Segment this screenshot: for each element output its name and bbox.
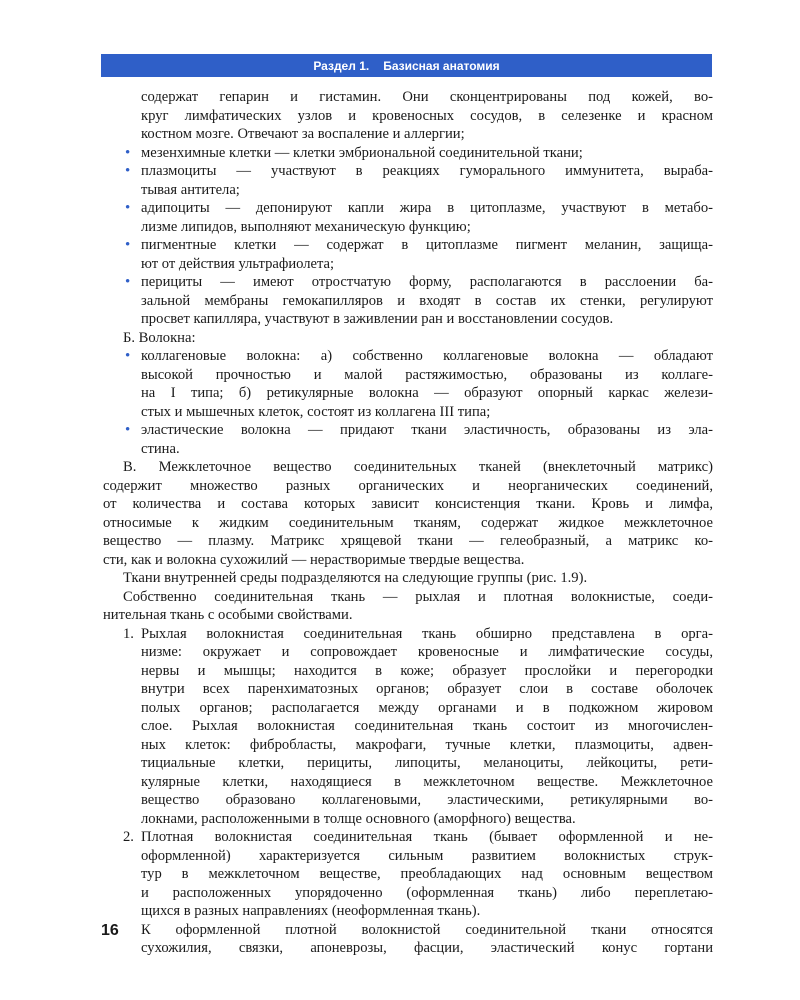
text-line: вещество — плазму. Матрикс хрящевой ткани — гелеобразный, а матрикс ко- xyxy=(103,533,713,549)
text-line: сухожилия, связки, апоневрозы, фасции, эластический конус гортани xyxy=(141,940,713,956)
text-line: круг лимфатических узлов и кровеносных сосудов, в селезенке и красном xyxy=(141,107,713,124)
section-header-bar xyxy=(101,54,712,77)
text-line: адипоциты — депонируют капли жира в цитоплазме, участвуют в метабо- xyxy=(141,200,713,216)
text-line: слое. Рыхлая волокнистая соединительная ткань состоит из многочислен- xyxy=(141,718,713,734)
text-line: локнами, расположенными в толще основного (аморфного) вещества. xyxy=(141,810,576,827)
text-line: тициальные клетки, перициты, липоциты, меланоциты, лейкоциты, рети- xyxy=(141,755,713,771)
bullet-icon: • xyxy=(125,163,131,179)
bullet-item xyxy=(103,421,713,440)
bullet-icon: • xyxy=(125,237,131,253)
text-line: на I типа; б) ретикулярные волокна — образуют опорный каркас желези- xyxy=(141,385,713,401)
text-line: перициты — имеют отростчатую форму, располагаются в расслоении ба- xyxy=(141,274,713,290)
bullet-icon: • xyxy=(125,422,131,438)
text-line: коллагеновые волокна: а) собственно коллагеновые волокна — обладают xyxy=(141,348,713,364)
text-line: Плотная волокнистая соединительная ткань (бывает оформленной и не- xyxy=(141,829,713,845)
bullet-icon: • xyxy=(125,348,131,364)
bullet-item xyxy=(103,199,713,218)
text-line: пигментные клетки — содержат в цитоплазме пигмент меланин, защища- xyxy=(141,237,713,253)
text-line: просвет капилляра, участвуют в заживлении ран и восстановлении сосудов. xyxy=(141,311,614,327)
text-line: эластические волокна — придают ткани эластичность, образованы из эла- xyxy=(141,422,713,438)
text-line: и расположенных упорядоченно (оформленная ткань) либо переплетаю- xyxy=(141,884,713,901)
text-line: нительная ткань с особыми свойствами. xyxy=(103,607,353,623)
text-line: низме: окружает и сопровождает кровеносные и лимфатические сосуды, xyxy=(141,644,713,660)
text-line: Ткани внутренней среды подразделяются на следующие группы (рис. 1.9). xyxy=(123,570,588,586)
text-line: Собственно соединительная ткань — рыхлая и плотная волокнистые, соеди- xyxy=(123,588,713,605)
text-line: костном мозге. Отвечают за воспаление и аллергии; xyxy=(141,126,465,142)
text-line: щихся в разных направлениях (неоформленная ткань). xyxy=(141,903,481,919)
text-line: зальной мембраны гемокапилляров и входят в состав их стенки, регулируют xyxy=(141,292,713,309)
text-line: К оформленной плотной волокнистой соединительной ткани относятся xyxy=(141,921,713,938)
text-line: оформленной) характеризуется сильным развитием волокнистых струк- xyxy=(141,847,713,864)
section-number: Раздел 1. xyxy=(313,58,370,73)
list-number: 1. xyxy=(123,625,134,642)
text-line: стина. xyxy=(141,440,180,457)
subheading-fibers: Б. Волокна: xyxy=(123,329,196,346)
text-line: кулярные клетки, находящиеся в межклеточном веществе. Межклеточное xyxy=(141,773,713,790)
text-line: плазмоциты — участвуют в реакциях гуморального иммунитета, выраба- xyxy=(141,163,713,179)
text-line: тывая антитела; xyxy=(141,181,240,198)
bullet-item xyxy=(103,162,713,181)
bullet-item xyxy=(103,273,713,292)
text-line: сти, как и волокна сухожилий — нерастворимые твердые вещества. xyxy=(103,551,525,568)
page-number: 16 xyxy=(101,922,119,939)
section-title: Базисная анатомия xyxy=(383,58,500,73)
bullet-item xyxy=(103,347,713,366)
text-line: В. Межклеточное вещество соединительных тканей (внеклеточный матрикс) xyxy=(123,459,713,475)
text-line: тур в межклеточном веществе, преобладающих над основным веществом xyxy=(141,866,713,882)
text-line: полых органов; располагается между органами и в подкожном жировом xyxy=(141,699,713,716)
text-line: лизме липидов, выполняют механическую функцию; xyxy=(141,218,471,235)
text-line: высокой прочностью и малой растяжимостью, образованы из коллаге- xyxy=(141,366,713,383)
bullet-item xyxy=(103,236,713,255)
text-line: ют от действия ультрафиолета; xyxy=(141,255,335,272)
text-line: нервы и мышцы; находится в коже; образует прослойки и перегородки xyxy=(141,662,713,679)
bullet-icon: • xyxy=(125,144,131,161)
text-line: внутри всех паренхиматозных органов; образует слои в составе оболочек xyxy=(141,681,713,697)
text-line: стых и мышечных клеток, состоят из коллагена III типа; xyxy=(141,403,491,420)
text-line: содержат гепарин и гистамин. Они сконцентрированы под кожей, во- xyxy=(141,89,713,105)
text-line: относимые к жидким соединительным тканям, содержат жидкое межклеточное xyxy=(103,514,713,531)
text-line: Рыхлая волокнистая соединительная ткань обширно представлена в орга- xyxy=(141,625,713,642)
text-line: содержит множество разных органических и неорганических соединений, xyxy=(103,477,713,494)
text-line: вещество образовано коллагеновыми, эластическими, ретикулярными во- xyxy=(141,792,713,808)
bullet-icon: • xyxy=(125,200,131,216)
bullet-item xyxy=(103,144,713,163)
list-number: 2. xyxy=(123,829,134,845)
text-line: мезенхимные клетки — клетки эмбриональной соединительной ткани; xyxy=(141,144,583,161)
bullet-icon: • xyxy=(125,274,131,290)
text-line: ных клеток: фибробласты, макрофаги, тучные клетки, плазмоциты, адвен- xyxy=(141,736,713,753)
text-line: от количества и состава которых зависит консистенция ткани. Кровь и лимфа, xyxy=(103,496,713,512)
numbered-item xyxy=(103,828,713,847)
numbered-item xyxy=(103,625,713,644)
page-body xyxy=(103,88,713,958)
